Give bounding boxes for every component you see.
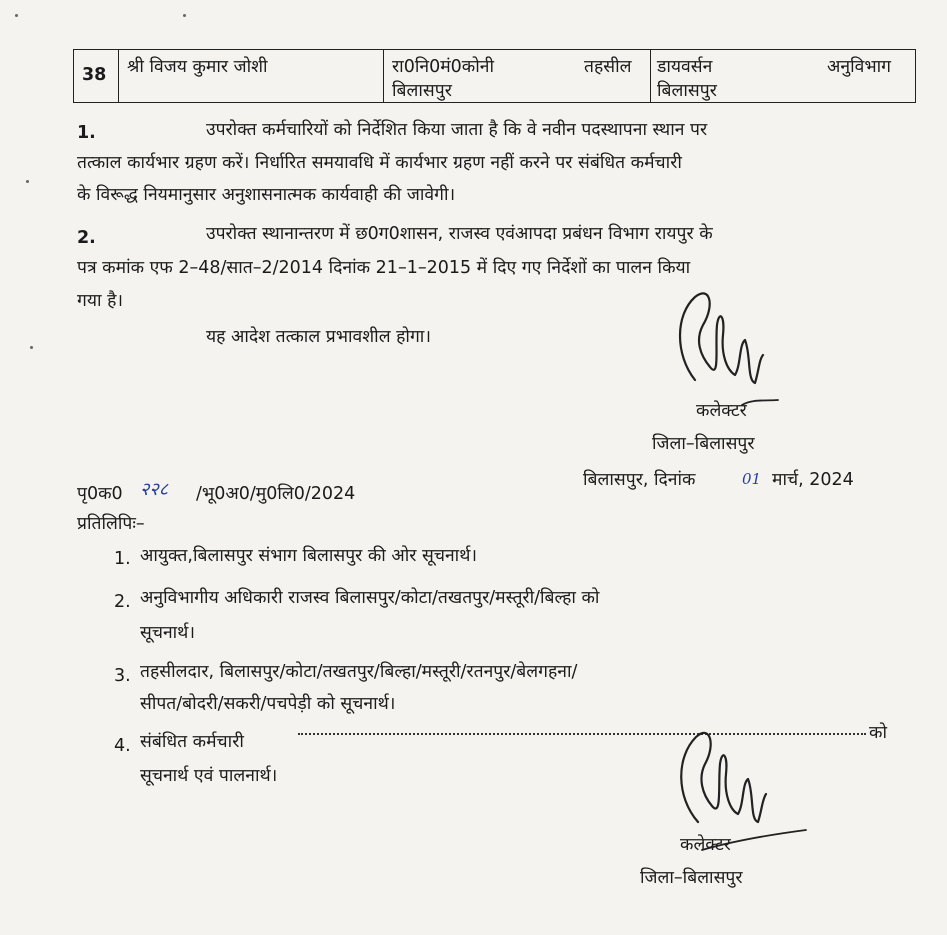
copy-item-text-cont: सूचनार्थ। — [140, 623, 196, 643]
signature2-district: जिला–बिलासपुर — [640, 868, 743, 888]
to-department: डायवर्सन — [657, 57, 713, 77]
para1-number: 1. — [77, 123, 96, 143]
serial-number: 38 — [82, 65, 107, 85]
signature2-flourish — [700, 828, 810, 854]
from-place: बिलासपुर — [392, 81, 452, 101]
signature1-title: कलेक्टर — [696, 401, 747, 421]
copy-item-text: तहसीलदार, बिलासपुर/कोटा/तखतपुर/बिल्हा/मस्तूरी/रतनपुर/बेलगहना/ — [140, 662, 578, 682]
handwritten-reference-number: २२८ — [140, 479, 169, 500]
handwritten-day: 01 — [742, 470, 762, 488]
signature1-district: जिला–बिलासपुर — [652, 434, 755, 454]
collector-signature-2 — [658, 722, 788, 832]
collector-signature-1 — [655, 285, 785, 395]
signature1-flourish — [740, 397, 780, 409]
para2-number: 2. — [77, 228, 96, 248]
copy-item-number: 2. — [114, 592, 131, 612]
copy-item-number: 3. — [114, 666, 131, 686]
table-cell-serial — [74, 50, 119, 102]
paper-speck — [26, 180, 29, 183]
table-cell-name — [119, 50, 384, 102]
from-tahsil: तहसील — [584, 57, 632, 77]
copy-item-number: 1. — [114, 549, 131, 569]
copy-item-text-cont: सीपत/बोदरी/सकरी/पचपेड़ी को सूचनार्थ। — [140, 694, 396, 714]
para2-line2: पत्र कमांक एफ 2–48/सात–2/2014 दिनांक 21–1–2015 में दिए गए निर्देशों का पालन किया — [77, 258, 691, 278]
paper-speck — [30, 346, 33, 349]
para1-line3: के विरूद्ध नियमानुसार अनुशासनात्मक कार्यवाही की जावेगी। — [77, 185, 456, 205]
to-subdivision: अनुविभाग — [827, 57, 892, 77]
copy-item-number: 4. — [114, 736, 131, 756]
table-cell-from — [384, 50, 651, 102]
effective-statement: यह आदेश तत्काल प्रभावशील होगा। — [206, 327, 431, 347]
copy-item-text: अनुविभागीय अधिकारी राजस्व बिलासपुर/कोटा/तखतपुर/मस्तूरी/बिल्हा को — [140, 588, 600, 608]
para1-line1: उपरोक्त कर्मचारियों को निर्देशित किया जाता है कि वे नवीन पदस्थापना स्थान पर — [206, 120, 708, 140]
reference-prefix: पृ0क0 — [77, 484, 123, 504]
reference-suffix: /भू0अ0/मु0लि0/2024 — [196, 484, 356, 504]
copy-item-text: आयुक्त,बिलासपुर संभाग बिलासपुर की ओर सूचनार्थ। — [140, 546, 478, 566]
table-cell-to — [651, 50, 915, 102]
paper-speck — [183, 14, 186, 17]
copy-item-text-cont: सूचनार्थ एवं पालनार्थ। — [140, 766, 278, 786]
para1-line2: तत्काल कार्यभार ग्रहण करें। निर्धारित समयावधि में कार्यभार ग्रहण नहीं करने पर संबंधित कर्मचारी — [77, 153, 682, 173]
signature2-title: कलेक्टर — [680, 835, 731, 855]
employee-name: श्री विजय कुमार जोशी — [127, 57, 268, 77]
from-post: रा0नि0मं0कोनी — [392, 57, 495, 77]
para2-line3: गया है। — [77, 291, 124, 311]
copy-item-text: संबंधित कर्मचारी — [140, 732, 244, 752]
to-place: बिलासपुर — [657, 81, 717, 101]
place-date-prefix: बिलासपुर, दिनांक — [583, 470, 696, 490]
copy-item-text-end: को — [869, 723, 887, 743]
place-date-suffix: मार्च, 2024 — [772, 470, 854, 490]
para2-line1: उपरोक्त स्थानान्तरण में छ0ग0शासन, राजस्व एवंआपदा प्रबंधन विभाग रायपुर के — [206, 224, 713, 244]
paper-speck — [15, 14, 18, 17]
copy-heading: प्रतिलिपिः– — [77, 514, 145, 534]
transfer-table-row — [73, 49, 916, 103]
